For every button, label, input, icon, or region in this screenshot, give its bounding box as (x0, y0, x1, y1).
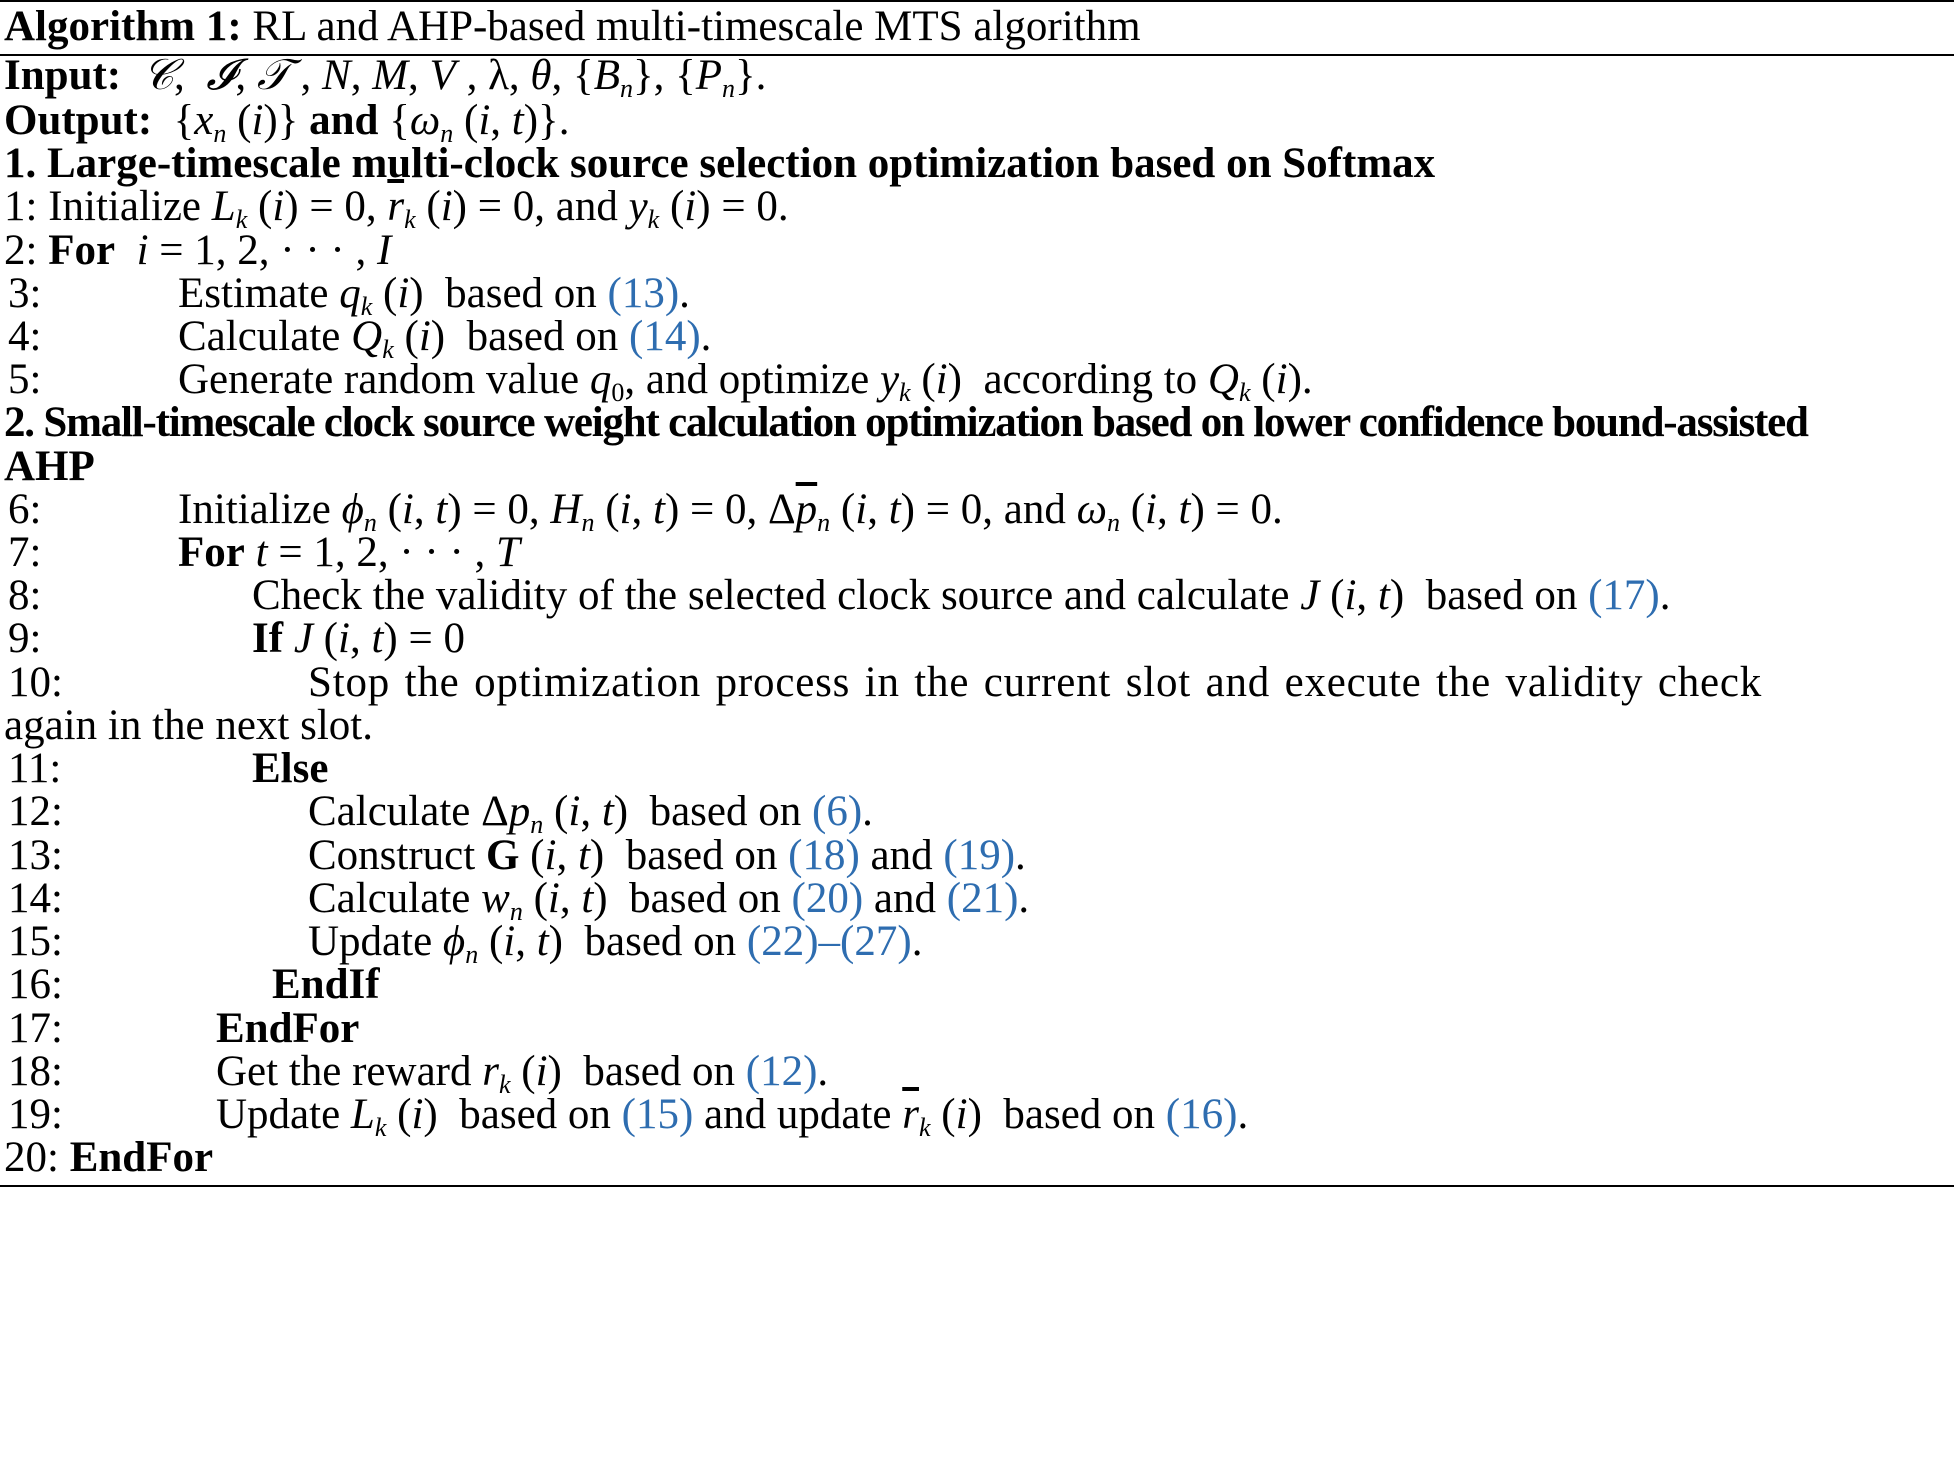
formula: $L_k$ (i) = 0, $\overline{r}_k$ (i) = 0 (211, 183, 535, 234)
section1-heading: 1. Large-timescale multi-clock source selection optimization based on Softmax (4, 140, 1436, 187)
line-number: 12: (8, 788, 63, 835)
section2-heading-cont: AHP (4, 443, 95, 490)
output-label: Output: (4, 97, 153, 144)
line-body: For t = 1, 2, · · · , T (178, 529, 520, 576)
line-body: Update $L_k$ (i) based on (15) and update $\overline{r}_k$ (i) based on (16). (216, 1091, 1249, 1142)
line-body: If J (i, t) = 0 (252, 615, 465, 662)
line-number: 13: (8, 832, 63, 879)
line-number: 17: (8, 1005, 63, 1052)
equation-ref[interactable]: (12) (745, 1048, 818, 1095)
input-label: Input: (4, 52, 122, 99)
equation-ref[interactable]: (20) (791, 875, 864, 922)
line-number: 20: (4, 1134, 59, 1181)
line-body: Generate random value q0, and optimize $y_k$ (i) according to $Q_k$ (i). (178, 356, 1313, 407)
algorithm-header (4, 0, 1950, 54)
keyword-for: For (48, 227, 116, 274)
keyword-endfor: EndFor (216, 1005, 360, 1052)
line-number: 7: (8, 529, 42, 576)
equation-ref[interactable]: (18) (788, 832, 860, 879)
line-number: 3: (8, 270, 42, 317)
line-body: Construct G (i, t) based on (18) and (19). (308, 832, 1026, 879)
algo-line-1: 1: Initialize $L_k$ (i) = 0, $\overline{r}_k$ (i) = 0, and $y_k$ (i) = 0. (4, 183, 789, 234)
line-number: 10: (8, 659, 63, 706)
line-number: 16: (8, 961, 63, 1008)
equation-ref[interactable]: (22)–(27) (746, 918, 912, 965)
line-number: 9: (8, 615, 42, 662)
line-number: 5: (8, 356, 42, 403)
line-number: 14: (8, 875, 63, 922)
output-formula: {$x_n$ (i)} and {$\omega_n$ (i, t)}. (162, 97, 570, 148)
line-number: 19: (8, 1091, 63, 1138)
line-number: 18: (8, 1048, 63, 1095)
formula: i = 1, 2, · · · , I (136, 227, 392, 274)
section2-heading: 2. Small-timescale clock source weight calculation optimization based on lower confidence bound-assisted (4, 399, 1808, 446)
keyword-for: For (178, 529, 245, 576)
keyword-else: Else (252, 745, 329, 792)
keyword-endfor: EndFor (69, 1134, 214, 1181)
formula: $y_k$ (i) = 0. (628, 183, 789, 234)
equation-ref[interactable]: (19) (943, 832, 1016, 879)
keyword-if: If (252, 615, 284, 662)
line-body: Stop the optimization process in the current slot and execute the validity check (308, 659, 1763, 706)
line-body: Estimate $q_k$ (i) based on (13). (178, 270, 690, 321)
line-body: Check the validity of the selected clock source and calculate J (i, t) based on (17). (252, 572, 1671, 619)
algorithm-label: Algorithm 1: (4, 3, 242, 50)
line-number: 2: (4, 227, 38, 274)
line-number: 4: (8, 313, 42, 360)
line-body: Initialize $\phi_n$ (i, t) = 0, $H_n$ (i, t) = 0, $\Delta\overline{p}_n$ (i, t) = 0, and $\omega_n$ (i, t) = 0. (178, 486, 1283, 537)
line-body: Get the reward $r_k$ (i) based on (12). (216, 1048, 829, 1099)
line-number: 6: (8, 486, 42, 533)
keyword-endif: EndIf (272, 961, 380, 1008)
equation-ref[interactable]: (21) (946, 875, 1019, 922)
equation-ref[interactable]: (15) (621, 1091, 694, 1138)
algo-line-20 (4, 1131, 1950, 1185)
line-number: 11: (8, 745, 62, 792)
equation-ref[interactable]: (17) (1588, 572, 1660, 619)
line-body: Calculate $Q_k$ (i) based on (14). (178, 313, 712, 364)
line-body: Update $\phi_n$ (i, t) based on (22)–(27). (308, 918, 923, 969)
equation-ref[interactable]: (13) (607, 270, 680, 317)
line-body: Calculate $\Delta p_n$ (i, t) based on (6). (308, 788, 873, 839)
line-text: Initialize (48, 183, 202, 230)
equation-ref[interactable]: (6) (812, 788, 863, 835)
line-body: Calculate $w_n$ (i, t) based on (20) and (21). (308, 875, 1030, 926)
line-number: 15: (8, 918, 63, 965)
line-number: 8: (8, 572, 42, 619)
equation-ref[interactable]: (14) (629, 313, 701, 360)
line-number: 1: (4, 183, 38, 230)
algorithm-title: RL and AHP-based multi-timescale MTS algorithm (252, 3, 1141, 50)
input-formula: 𝒞, 𝓘, 𝒯 , N, M, V , λ, θ, $\{B_n\}$, $\{P_n\}$. (142, 52, 767, 103)
bottom-rule (0, 1185, 1954, 1187)
equation-ref[interactable]: (16) (1165, 1091, 1238, 1138)
algo-line-10-cont: again in the next slot. (4, 702, 374, 749)
